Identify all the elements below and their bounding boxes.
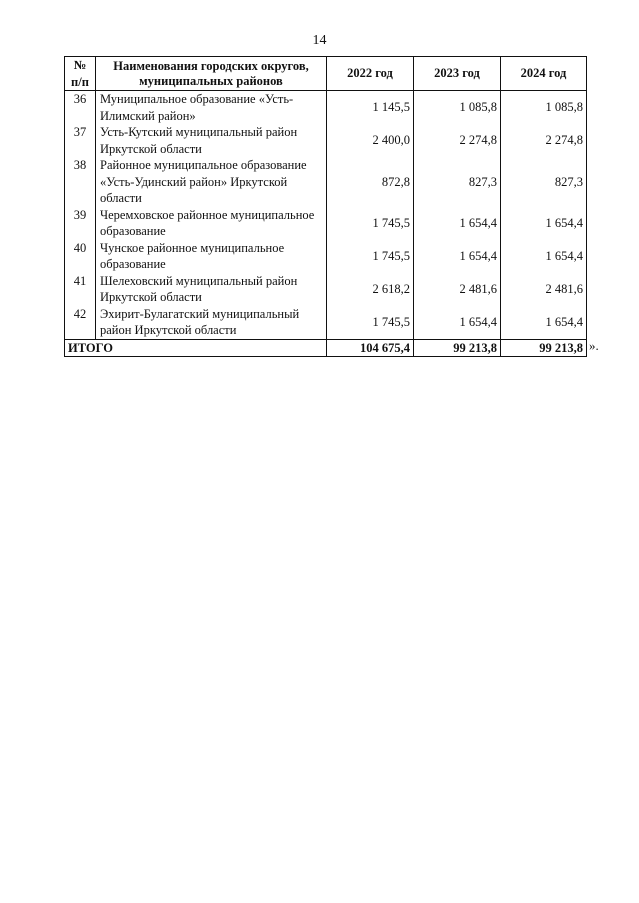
- header-number: № п/п: [65, 57, 96, 91]
- row-value-2024: 1 085,8: [501, 91, 587, 125]
- header-name: Наименования городских округов, муниципальных районов: [96, 57, 327, 91]
- table-row: [65, 273, 587, 306]
- row-value-2023: 2 274,8: [414, 124, 501, 157]
- row-number: 40: [65, 240, 96, 273]
- closing-quote-mark: ».: [589, 338, 599, 353]
- row-value-2023: 1 654,4: [414, 306, 501, 340]
- row-name: Шелеховский муниципальный район Иркутской области: [96, 273, 327, 306]
- row-value-2024: 2 481,6: [501, 273, 587, 306]
- table-row: [65, 207, 587, 240]
- header-2023: 2023 год: [414, 57, 501, 91]
- allocation-table: [64, 56, 587, 357]
- row-value-2022: 1 145,5: [327, 91, 414, 125]
- row-value-2023: 2 481,6: [414, 273, 501, 306]
- header-2022: 2022 год: [327, 57, 414, 91]
- total-row: [65, 339, 587, 357]
- table-row: [65, 91, 587, 125]
- row-value-2024: 2 274,8: [501, 124, 587, 157]
- row-value-2022: 1 745,5: [327, 306, 414, 340]
- row-value-2024: 1 654,4: [501, 207, 587, 240]
- total-value-2023: 99 213,8: [414, 339, 501, 357]
- table-row: [65, 306, 587, 340]
- row-name: Черемховское районное муниципальное образование: [96, 207, 327, 240]
- table-row: [65, 240, 587, 273]
- total-value-2024: 99 213,8: [501, 339, 587, 357]
- row-number: 38: [65, 157, 96, 207]
- header-2024: 2024 год: [501, 57, 587, 91]
- row-name: Районное муниципальное образование «Усть-Удинский район» Иркутской области: [96, 157, 327, 207]
- row-value-2024: 827,3: [501, 157, 587, 207]
- row-name: Усть-Кутский муниципальный район Иркутской области: [96, 124, 327, 157]
- row-value-2024: 1 654,4: [501, 240, 587, 273]
- row-value-2022: 872,8: [327, 157, 414, 207]
- row-number: 39: [65, 207, 96, 240]
- page-number: 14: [312, 33, 327, 48]
- row-value-2023: 1 654,4: [414, 207, 501, 240]
- row-value-2024: 1 654,4: [501, 306, 587, 340]
- row-value-2023: 1 085,8: [414, 91, 501, 125]
- table-row: [65, 124, 587, 157]
- row-name: Чунское районное муниципальное образование: [96, 240, 327, 273]
- row-number: 41: [65, 273, 96, 306]
- total-value-2022: 104 675,4: [327, 339, 414, 357]
- row-name: Эхирит-Булагатский муниципальный район Иркутской области: [96, 306, 327, 340]
- row-value-2023: 827,3: [414, 157, 501, 207]
- row-value-2022: 2 618,2: [327, 273, 414, 306]
- table-header-row: [65, 57, 587, 91]
- row-name: Муниципальное образование «Усть-Илимский район»: [96, 91, 327, 125]
- row-value-2022: 1 745,5: [327, 207, 414, 240]
- row-number: 37: [65, 124, 96, 157]
- row-number: 36: [65, 91, 96, 125]
- row-value-2023: 1 654,4: [414, 240, 501, 273]
- row-value-2022: 1 745,5: [327, 240, 414, 273]
- table-row: [65, 157, 587, 207]
- total-label: ИТОГО: [65, 339, 327, 357]
- row-value-2022: 2 400,0: [327, 124, 414, 157]
- row-number: 42: [65, 306, 96, 340]
